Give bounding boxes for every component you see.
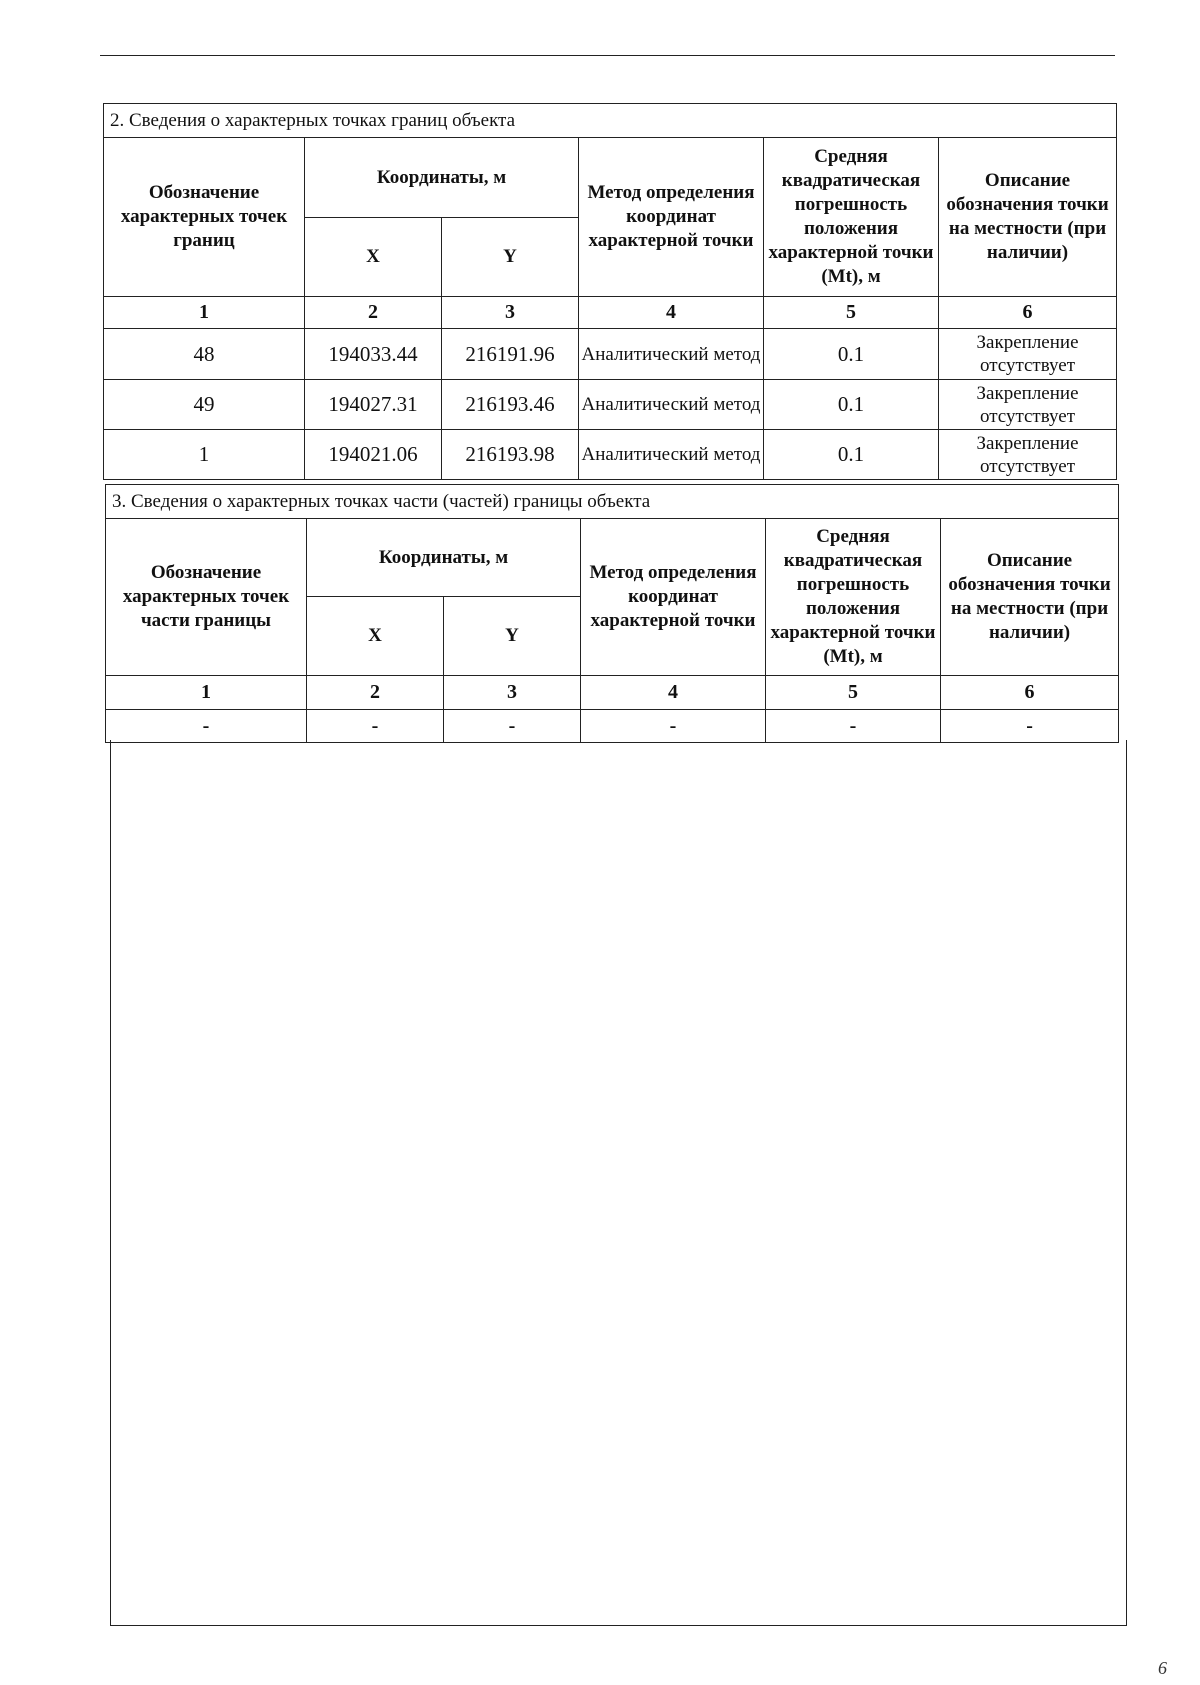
empty-cell: - <box>444 710 581 743</box>
table-row <box>104 430 1117 480</box>
header-description: Описание обозначения точки на местности (при наличии) <box>939 138 1117 297</box>
column-number: 5 <box>766 676 941 710</box>
empty-cell: - <box>941 710 1119 743</box>
header-x: X <box>305 218 442 297</box>
header-description: Описание обозначения точки на местности (при наличии) <box>941 519 1119 676</box>
column-number: 4 <box>579 297 764 329</box>
empty-cell: - <box>307 710 444 743</box>
x-cell: 194027.31 <box>305 380 442 430</box>
error-cell: 0.1 <box>764 329 939 380</box>
column-number: 3 <box>442 297 579 329</box>
header-mean-error: Средняя квадратическая погрешность положения характерной точки (Mt), м <box>766 519 941 676</box>
point-cell: 48 <box>104 329 305 380</box>
header-y: Y <box>442 218 579 297</box>
column-number: 3 <box>444 676 581 710</box>
description-cell: Закрепление отсутствует <box>939 380 1117 430</box>
column-number: 6 <box>941 676 1119 710</box>
empty-cell: - <box>581 710 766 743</box>
description-cell: Закрепление отсутствует <box>939 329 1117 380</box>
y-cell: 216191.96 <box>442 329 579 380</box>
empty-cell: - <box>766 710 941 743</box>
column-number: 2 <box>305 297 442 329</box>
header-mean-error: Средняя квадратическая погрешность положения характерной точки (Mt), м <box>764 138 939 297</box>
x-cell: 194033.44 <box>305 329 442 380</box>
method-cell: Аналитический метод <box>579 430 764 480</box>
table-row <box>104 329 1117 380</box>
column-number: 1 <box>104 297 305 329</box>
header-point-designation: Обозначение характерных точек части границы <box>106 519 307 676</box>
boundary-points-table <box>103 103 1117 480</box>
header-x: X <box>307 597 444 676</box>
error-cell: 0.1 <box>764 430 939 480</box>
header-method: Метод определения координат характерной точки <box>579 138 764 297</box>
header-coordinates: Координаты, м <box>305 138 579 218</box>
column-number: 1 <box>106 676 307 710</box>
table-row <box>104 380 1117 430</box>
header-coordinates: Координаты, м <box>307 519 581 597</box>
header-y: Y <box>444 597 581 676</box>
section-caption: 3. Сведения о характерных точках части (частей) границы объекта <box>106 485 1119 519</box>
empty-cell: - <box>106 710 307 743</box>
page-mark: 6 <box>1158 1658 1167 1678</box>
column-number: 2 <box>307 676 444 710</box>
boundary-part-points-table <box>105 484 1119 743</box>
table-row <box>106 710 1119 743</box>
description-cell: Закрепление отсутствует <box>939 430 1117 480</box>
point-cell: 1 <box>104 430 305 480</box>
blank-frame <box>110 740 1127 1626</box>
column-number: 5 <box>764 297 939 329</box>
top-rule <box>100 55 1115 56</box>
point-cell: 49 <box>104 380 305 430</box>
y-cell: 216193.46 <box>442 380 579 430</box>
x-cell: 194021.06 <box>305 430 442 480</box>
method-cell: Аналитический метод <box>579 329 764 380</box>
y-cell: 216193.98 <box>442 430 579 480</box>
column-number: 4 <box>581 676 766 710</box>
header-method: Метод определения координат характерной точки <box>581 519 766 676</box>
method-cell: Аналитический метод <box>579 380 764 430</box>
column-number: 6 <box>939 297 1117 329</box>
header-point-designation: Обозначение характерных точек границ <box>104 138 305 297</box>
section-caption: 2. Сведения о характерных точках границ объекта <box>104 104 1117 138</box>
error-cell: 0.1 <box>764 380 939 430</box>
